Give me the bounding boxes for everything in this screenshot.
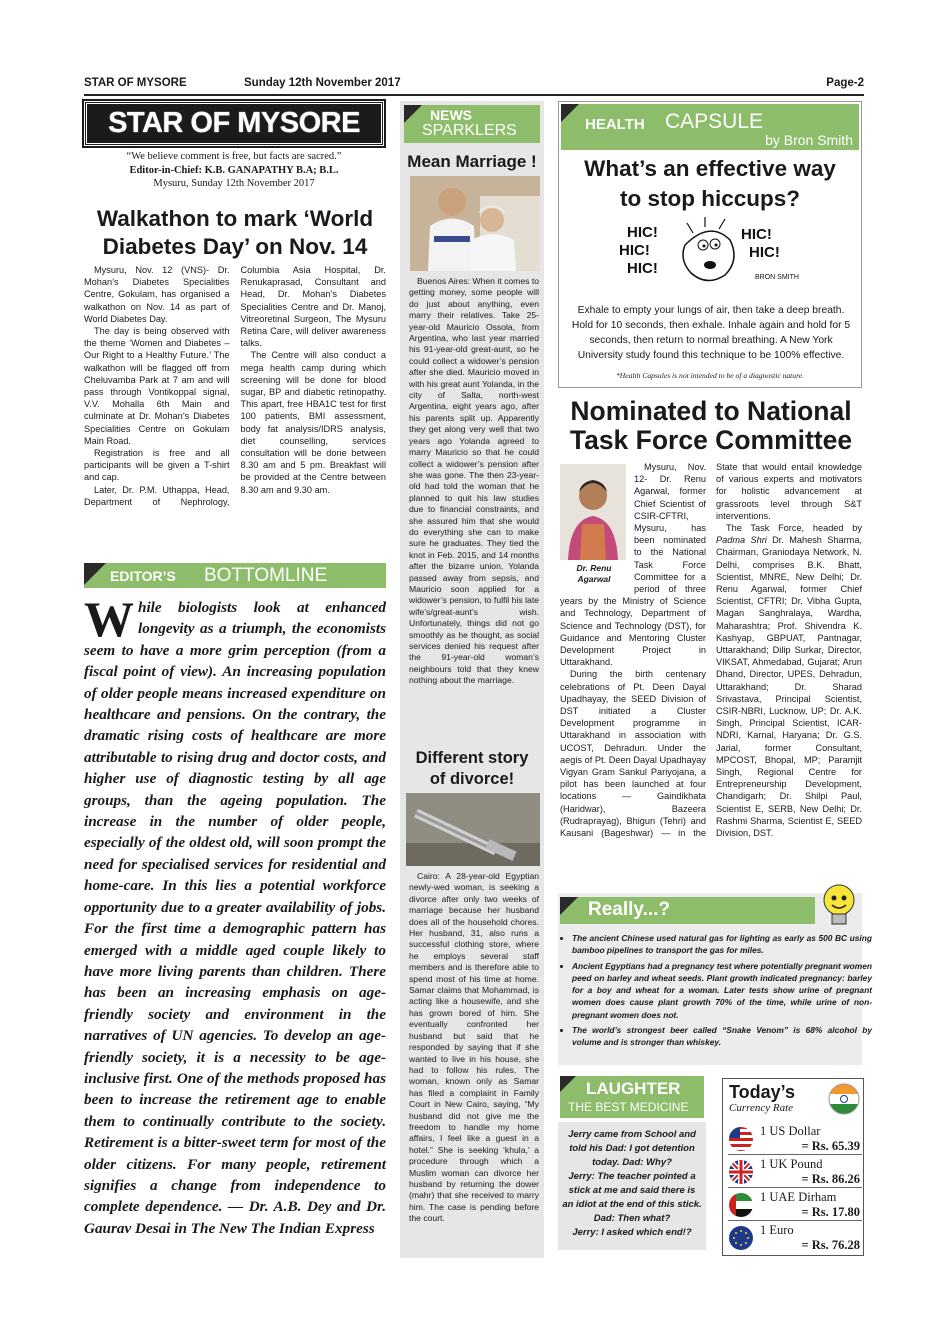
walkathon-headline-line2: Diabetes Day’ on Nov. 14 [102,234,368,259]
health-headline-line1: What’s an effective way [584,156,836,181]
laughter-joke [562,1128,702,1240]
hic-5: HIC! [749,244,780,261]
taskforce-headline-line2: Task Force Committee [569,425,853,455]
story2-title-line2: of divorce! [429,770,515,788]
really-label: Really...? [588,899,671,920]
india-flag-icon [828,1083,860,1115]
currency-value: = Rs. 17.80 [801,1205,860,1219]
hiccup-cartoon-drawing [615,215,805,295]
currency-unit: 1 Euro [760,1223,794,1237]
currency-unit: 1 US Dollar [760,1124,821,1138]
taskforce-headline-line1: Nominated to National [570,396,852,426]
masthead-logo [84,101,384,146]
walkathon-para: Later, Dr. P.M. Uthappa, Head, Department of Nephrology, Columbia Asia Hospital, Dr. Renukaprasad, Consultant and Head, Dr. Mohan’s Diabetes Specialities Centre and Dr. Manoj, Vitreoretinal Surgeon, The Mysuru Retina Care, will deliver awareness talks. [84,265,386,507]
currency-unit: 1 UAE Dirham [760,1190,837,1204]
news-sparklers-banner [404,105,540,143]
banner-corner-shape [84,563,106,585]
walkathon-headline [80,205,390,261]
editors-bottomline-body [84,591,386,1257]
news-label-top: NEWS [430,107,472,123]
page-header [84,77,864,93]
story2-title-line1: Different story [415,749,529,767]
walkathon-para: Mysuru, Nov. 12 (VNS)- Dr. Mohan’s Diabetes Specialities Centre, Gokulam, has organised a walkathon on Nov. 14 as part of World Diabetes Day. [84,265,230,324]
currency-title: Today’s [729,1082,796,1102]
header-rule [84,94,864,96]
currency-row [728,1223,862,1253]
story1-text: Buenos Aires: When it comes to getting money, some people will do just about anything, even marry their relatives. Take 25-year-old Mauricio Ossola, from Argentina, who last year married his 91-year-old great-aunt, so he could collect a widower’s pension after she died. Mauricio moved in with his great aunt Yolanda, in the city of Salta, north-west Argentina, eight years ago, after his parents split up. Apparently they get along very well that two years ago Yolanda agreed to marry Mauricio so that he could collect a widower’s pension after she was gone. The then 23-year-old had told the woman that he planned to quit his law studies due to financial constraints, and she assured him that she would do everything she can to make sure he graduates. They tied the knot in Feb. 2015, and 14 months after the bizarre union, Yolanda passed away from sepsis, and Mauricio soon applied for a widower’s pension, to fulfil his late wife’s/great-aunt’s wish. Unfortunately, things did not go smoothly as he thought, as social services denied his request after the 91-year-old woman’s neighbours told that they knew nothing about the marriage. [409,276,539,686]
masthead-editor: Editor-in-Chief: K.B. GANAPATHY B.A; B.L. [129,164,339,176]
walkathon-para: Registration is free and all participants will be given a T-shirt and cap. [84,448,230,483]
caption-line1: Dr. Renu [576,563,612,574]
health-headline-line2: to stop hiccups? [620,186,800,211]
hic-2: HIC! [619,242,650,259]
eu-flag-icon [728,1225,754,1251]
masthead-motto: “We believe comment is free, but facts are sacred.” [126,151,342,162]
story1-photo [410,176,540,271]
banner-corner-shape [560,1076,576,1092]
really-fact: • Ancient Egyptians had a pregnancy test where potentially pregnant women peed on barley and wheat seeds. Plant growth indicated pregnancy: barley for a boy and wheat for a woman. Later tests show urine of pregnant women does cause plant growth 70% of the time, while urine of non-pregnant women does not. [572,960,872,1021]
really-fact: • The world’s strongest beer called “Snake Venom” is 68% alcohol by volume and is stronger than whiskey. [572,1024,872,1049]
banner-corner-shape [560,897,578,915]
currency-value: = Rs. 65.39 [801,1139,860,1153]
couple-photo-illustration [410,176,540,271]
editors-bottomline-banner [84,563,386,588]
health-label-light: CAPSULE [665,110,764,133]
currency-unit: 1 UK Pound [760,1157,823,1171]
cartoon-signature: BRON SMITH [755,274,799,281]
taskforce-photo-block [560,464,628,584]
masthead-title: STAR OF MYSORE [108,107,360,139]
laughter-label-bottom: THE BEST MEDICINE [568,1100,689,1114]
currency-row [728,1190,862,1221]
currency-subtitle: Currency Rate [729,1102,794,1114]
header-paper-name: STAR OF MYSORE [84,77,187,89]
hic-4: HIC! [741,226,772,243]
currency-value: = Rs. 76.28 [801,1238,860,1252]
editors-bottomline-text: hile biologists look at enhanced longevity as a triumph, the economists seem to have a more grim perception (from a fiscal point of view). An increasing population of older people means increased expenditure on healthcare and pensions. On the contrary, the dramatic rising costs of healthcare are more attributable to rising drug and doctor costs, and higher use of diagnostic testing by all age groups, than the ageing population. The increase in the number of older people, especially of the oldest old, will soon prompt the need for specialised services for residential and home-care. In this lies a potential workforce opportunity due to a greater availability of jobs. For the first time a demographic pattern has emerged with a middle aged couple likely to have more living parents than children. There has been an increasing emphasis on age-friendly society and environment in the narratives of UN agencies. To develop an age-friendly society, it is a necessity to be age-inclusive first. One of the methods proposed has been to increase the retirement age to enable them to continually contribute to the society. Retirement is a bitter-sweet term for most of the older citizens. For many people, retirement signifies a change from independence to complete dependence. — Dr. A.B. Dey and Dr. Gaurav Desai in The New The Indian Express [84,599,386,1237]
health-byline: by Bron Smith [765,132,853,148]
taskforce-photo-caption [560,563,628,585]
health-disclaimer: *Health Capsules is not intended to be of a diagnostic nature. [615,371,805,380]
masthead-info [84,150,384,191]
caption-line2: Agarwal [577,574,611,585]
story2-text: Cairo: A 28-year-old Egyptian newly-wed woman, is seeking a divorce after only two weeks of marriage because her husband does all of the household chores. Her husband, 31, also runs a successful clothing store, where he employs several staff members and is therefore able to spend most of his time at home. Samar claims that Mohammad, is acting like a housewife, and she has grown bored of him. She eventually confronted her husband but said that he responded by saying that if she wanted to live in his house, she had to follow his rules. The woman, known only as Samar has filed a complaint in Family Court in New Cairo, saying, “My husband did not give me the freedom to handle my home affairs, I feel like a guest in a hotel.” She is seeking ‘khula,’ a procedure through which a Muslim woman can divorce her husband by returning the dower (mahr) that she received to marry him. The case is pending before the court. [409,871,539,1224]
story1-title: Mean Marriage ! [407,152,537,171]
uae-flag-icon [728,1192,754,1218]
taskforce-para3-text: Dr. Mahesh Sharma, Chairman, Graniodaya Network, N. Delhi, comprises B.K. Bhatt, Scientist, MNRE, New Delhi; Dr. Renu Agarwal, former Chief Scientist, CFTRI; Dr. Vibha Gupta, Magan Sanghralaya, Wardha, Maharashtra; Prof. Shivendra K. Kashyap, GBPUAT, Pantnagar, Uttarakhand; Dilip Surkar, Director, VIKSAT, Ahmedabad, Gujarat; Arun Dhand, Director, UPES, Dehradun, Uttarakhand; Dr. Sharad Srivastava, Principal Scientist, CSIR-NBRI, Lucknow, UP; Dr. A.K. Singh, Principal Scientist, ICAR-NDRI, Karnal, Haryana; Dr. G.S. Jarial, former Consultant, MPCOST, Bhopal, MP; Paramjit Singh, Regional Centre for Entrepreneurship Development, Chandigarh; Dr. Shilpi Paul, Scientist E, SERB, New Delhi; Dr. Rashmi Sharma, Scientist E, SEED Division, DST. [716,535,862,839]
joke-line: Jerry came from School and told his Dad: I got detention today. Dad: Why? [568,1129,696,1168]
uk-flag-icon [728,1159,754,1185]
taskforce-intro: Mysuru, Nov. 12- Dr. Renu Agarwal, former Chief Scientist of CSIR-CFTRI, Mysuru, has been nominated to the National Task Force Committee for a period of three years by the Ministry of Science and Technology, Department of Science and Technology (DST), for Guidance and Mentoring Cluster Development Project in Uttarakhand. [560,462,706,668]
really-banner [560,897,815,924]
hiccup-cartoon [615,215,805,295]
walkathon-headline-line1: Walkathon to mark ‘World [96,206,374,231]
laughter-banner [560,1076,704,1118]
hic-3: HIC! [627,260,658,277]
currency-value: = Rs. 86.26 [801,1172,860,1186]
header-page-number: Page-2 [826,77,864,89]
masthead-dateline: Mysuru, Sunday 12th November 2017 [153,178,315,189]
story2-photo [406,793,540,866]
vacuum-cleaner-illustration [406,793,540,866]
taskforce-para3-prefix: The Task Force, headed by [726,523,862,534]
walkathon-body [84,264,386,548]
currency-row [728,1124,862,1155]
taskforce-body [560,461,862,881]
hic-1: HIC! [627,224,658,241]
us-flag-icon [728,1126,754,1152]
currency-row [728,1157,862,1188]
really-fact: • The ancient Chinese used natural gas for lighting as early as 500 BC using bamboo pipelines to transport the gas for miles. [572,932,872,957]
editors-label-bold: EDITOR’S [110,568,176,584]
taskforce-para3 [716,522,862,839]
walkathon-para: The Centre will also conduct a mega health camp during which screening will be done for blood sugar, BP and diabetic retinopathy. This apart, free HBA1C test for first 100 patients, BMI assessment, body fat analysis/IDRS analysis, diet counselling, services consultation will be done between 8.30 am and 5 pm. Breakfast will be provided at the Centre between 8.30 am and 9.30 am. [240,350,386,495]
news-label-bottom: SPARKLERS [422,122,517,139]
renu-agarwal-photo [560,464,626,560]
really-facts-list [562,932,872,1049]
taskforce-para3-italic: Padma Shri [716,535,767,546]
joke-line: Jerry: I asked which end!? [572,1227,692,1238]
lightbulb-icon [818,882,860,930]
health-label-bold: HEALTH [585,116,645,133]
story2-title [400,748,544,790]
joke-line: Jerry: The teacher pointed a stick at me and said there is an idiot at the end of this stick. [562,1171,702,1210]
health-capsule-banner [561,104,859,150]
health-body: Exhale to empty your lungs of air, then take a deep breath. Hold for 10 seconds, then exhale. Inhale again and hold for 5 seconds, then return to normal breathing. A New York University study found this technique to be 100% effective. [571,305,851,361]
taskforce-headline [556,397,866,455]
banner-corner-shape [404,105,422,123]
drop-cap: W [84,591,134,647]
health-headline [561,154,859,214]
joke-line: Dad: Then what? [593,1213,671,1224]
walkathon-para: The day is being observed with the theme ‘Women and Diabetes – Our Right to a Healthy Future.’ The walkathon will be flagged off from Cheluvamba Park at 7 am and will pass through Vontikoppal signal, V.V. Mohalla 6th Main and culminate at Dr. Mohan’s Diabetes Specialities Centre on Gokulam Main Road. [84,326,230,446]
laughter-label-top: LAUGHTER [586,1079,681,1098]
taskforce-para2: During the birth centenary celebrations of Pt. Deen Dayal Upadhayay, the SEED Division of DST initiated a Cluster Development programme in Uttarakhand in association with UCOST, Dehradun. Under the aegis of Pt. Deen Dayal Upadhayay Vigyan Gram Sankul Pariyojana, a pilot has been launched at four locations — Gaindikhata (Haridwar), Bazeera (Rudraprayag), Bhigun (Tehri) and Kausani (Bageshwar) — in the State that would entail knowledge of various experts and motivators for holistic advancement at grassroots level through S&T interventions. [560,462,862,839]
editors-label-light: BOTTOMLINE [204,565,328,586]
banner-corner-shape [561,104,579,122]
story1-body [409,276,539,687]
header-date: Sunday 12th November 2017 [244,77,401,89]
story2-body [409,871,539,1225]
